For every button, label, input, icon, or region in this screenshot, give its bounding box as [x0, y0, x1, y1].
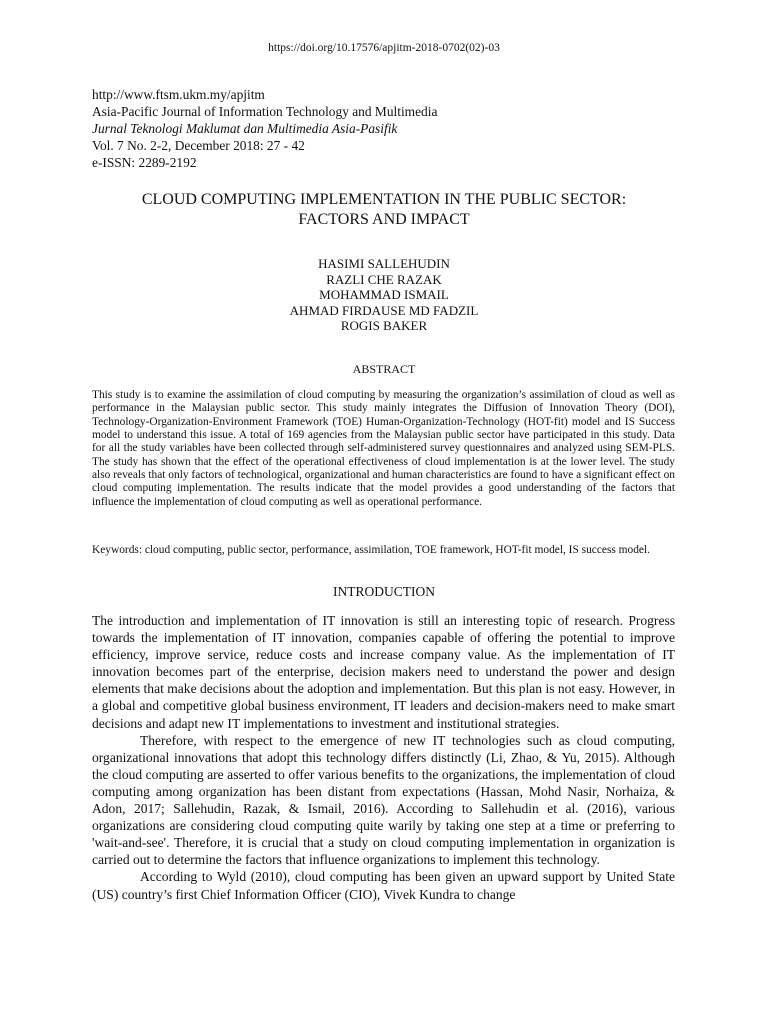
keywords: Keywords: cloud computing, public sector, performance, assimilation, TOE framework, HOT-fit model, IS success model. [92, 544, 650, 556]
journal-name-ms: Jurnal Teknologi Maklumat dan Multimedia Asia-Pasifik [92, 121, 398, 136]
author-3: MOHAMMAD ISMAIL [319, 287, 449, 302]
author-list [0, 256, 768, 334]
paragraph-3: According to Wyld (2010), cloud computing has been given an upward support by United State (US) country’s first Chief Information Officer (CIO), Vivek Kundra to change [92, 869, 675, 902]
abstract-heading: ABSTRACT [352, 362, 416, 376]
journal-name-en: Asia-Pacific Journal of Information Technology and Multimedia [92, 104, 438, 119]
paper-title-line-1: CLOUD COMPUTING IMPLEMENTATION IN THE PUBLIC SECTOR: [141, 191, 627, 208]
journal-issn: e-ISSN: 2289-2192 [92, 155, 197, 170]
author-2: RAZLI CHE RAZAK [326, 271, 442, 287]
introduction-heading: INTRODUCTION [333, 584, 435, 599]
paragraph-1: The introduction and implementation of IT innovation is still an interesting topic of research. Progress towards the implementation of IT innovation, companies capable of offering the potential to improve efficiency, improve service, reduce costs and increase company value. As the implementation of IT innovation becomes part of the enterprise, decision makers need to understand the power and design elements that make decisions about the adoption and implementation. But this plan is not easy. However, in a global and competitive global business environment, IT leaders and decision-makers need to make smart decisions and adapt new IT implementations to investment and institutional strategies. [92, 613, 675, 731]
doi-line: https://doi.org/10.17576/apjitm-2018-0702(02)-03 [268, 42, 500, 54]
author-1: HASIMI SALLEHUDIN [318, 256, 450, 271]
author-5: ROGIS BAKER [340, 318, 428, 333]
author-4: AHMAD FIRDAUSE MD FADZIL [289, 302, 479, 318]
journal-url: http://www.ftsm.ukm.my/apjitm [92, 87, 265, 102]
journal-info [92, 86, 437, 171]
abstract-text: This study is to examine the assimilation of cloud computing by measuring the organization’s assimilation of cloud as well as performance in the Malaysian public sector. This study mainly integrates the Diffusion of Innovation Theory (DOI), Technology-Organization-Environment Framework (TOE) Human-Organization-Technology (HOT-fit) model and IS Success model to understand this issue. A total of 169 agencies from the Malaysian public sector have participated in this study. Data for all the study variables have been collected through self-administered survey questionnaires and analyzed using SEM-PLS. The study has shown that the effect of the operational effectiveness of cloud implementation is at the lower level. The study also reveals that only factors of technological, organizational and human characteristics are found to have a significant effect on cloud computing implementation. The results indicate that the model provides a good understanding of the factors that influence the implementation of cloud computing as well as operational performance. [92, 389, 675, 508]
introduction-body [92, 612, 675, 903]
paper-title-line-2: FACTORS AND IMPACT [298, 211, 470, 228]
journal-volume: Vol. 7 No. 2-2, December 2018: 27 - 42 [92, 138, 305, 153]
paragraph-2: Therefore, with respect to the emergence of new IT technologies such as cloud computing, organizational innovations that adopt this technology differs distinctly (Li, Zhao, & Yu, 2015). Although the cloud computing are asserted to offer various benefits to the organizations, the implementation of cloud computing among organization has been distant from expectations (Hassan, Mohd Nasir, Norhaiza, & Adon, 2017; Sallehudin, Razak, & Ismail, 2016). According to Sallehudin et al. (2016), various organizations are considering cloud computing quite warily by taking one step at a time or preferring to 'wait-and-see'. Therefore, it is crucial that a study on cloud computing implementation in organization is carried out to determine the factors that influence organizations to implement this technology. [92, 732, 675, 868]
paper-title [60, 190, 708, 230]
